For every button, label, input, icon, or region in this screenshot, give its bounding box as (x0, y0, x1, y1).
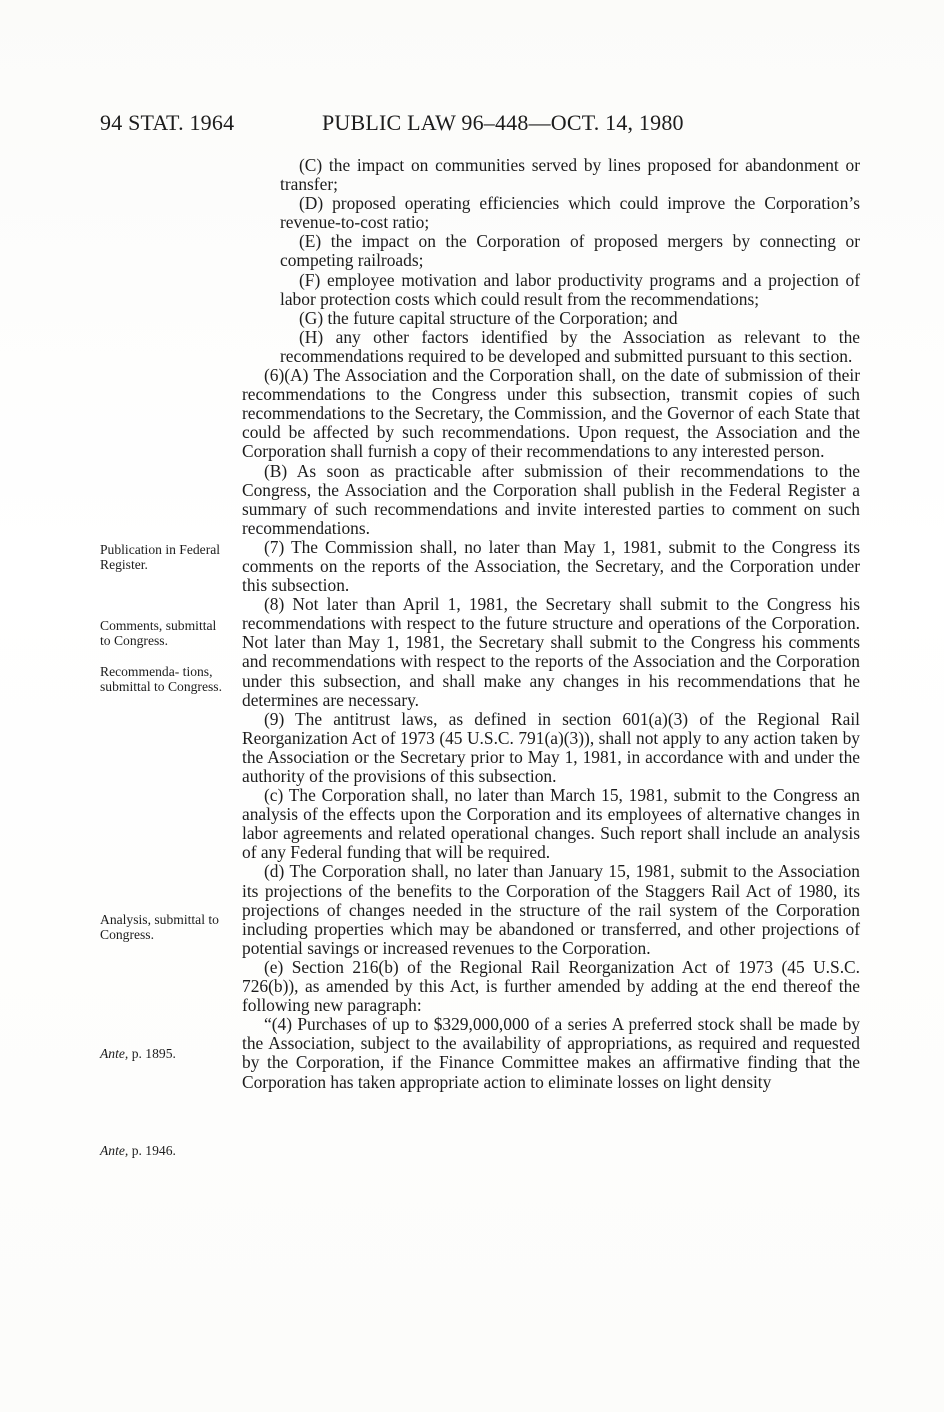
paragraph-8: (8) Not later than April 1, 1981, the Secretary shall submit to the Congress his recommendations with respect to the future structure and operations of the Corporation. Not later than May 1, 1981, the Secretary shall submit to the Congress his comments and recommendations with respect to the reports of the Association and the Corporation under this subsection, and shall make any changes in his recommendations that he determines are necessary. (242, 594, 860, 710)
ante-italic: Ante, (100, 1143, 129, 1158)
subsection-c: (c) The Corporation shall, no later than March 15, 1981, submit to the Congress an analysis of the effects upon the Corporation and its employees of alternative changes in labor agreements and related operational changes. Such report shall include an analysis of any Federal funding that will be required. (242, 785, 860, 863)
paragraph-c: (C) the impact on communities served by lines proposed for abandonment or transfer; (280, 155, 860, 195)
subsection-e: (e) Section 216(b) of the Regional Rail Reorganization Act of 1973 (45 U.S.C. 726(b)), as amended by this Act, is further amended by adding at the end thereof the following new paragraph: (242, 956, 860, 1016)
paragraph-6b: (B) As soon as practicable after submission of their recommendations to the Congress, the Association and the Corporation shall publish in the Federal Register a summary of such recommendations and invite interested parties to comment on such recommendations. (242, 460, 860, 538)
ante-italic: Ante, (100, 1046, 129, 1061)
stat-page-number: 94 STAT. 1964 (100, 110, 235, 135)
margin-note-publication: Publication in Federal Register. (100, 542, 221, 573)
paragraph-h: (H) any other factors identified by the Association as relevant to the recommendations required to be developed and submitted pursuant to this section. (280, 326, 860, 366)
body-text (242, 156, 860, 1092)
quoted-paragraph-4: “(4) Purchases of up to $329,000,000 of a series A preferred stock shall be made by the Association, subject to the availability of appropriations, as required and requested by the Corporation, if the Finance Committee makes an affirmative finding that the Corporation has taken appropriate action to eliminate losses on light density (242, 1014, 860, 1092)
margin-note-comments: Comments, submittal to Congress. (100, 618, 217, 649)
paragraph-g: (G) the future capital structure of the Corporation; and (299, 307, 678, 328)
paragraph-9: (9) The antitrust laws, as defined in section 601(a)(3) of the Regional Rail Reorganization Act of 1973 (45 U.S.C. 791(a)(3)), shall not apply to any action taken by the Association or the Secretary prior to May 1, 1981, in accordance with and under the authority of the provisions of this subsection. (242, 708, 860, 786)
margin-note-ante-1895 (100, 1046, 230, 1061)
ante-page: p. 1895. (128, 1046, 176, 1061)
paragraph-7: (7) The Commission shall, no later than May 1, 1981, submit to the Congress its comments on the reports of the Association, the Secretary, and the Corporation under this subsection. (242, 536, 860, 596)
margin-note-ante-1946 (100, 1143, 230, 1158)
paragraph-d: (D) proposed operating efficiencies which could improve the Corporation’s revenue-to-cost ratio; (280, 193, 860, 233)
running-title: PUBLIC LAW 96–448—OCT. 14, 1980 (322, 110, 684, 135)
ante-page: p. 1946. (128, 1143, 176, 1158)
margin-note-recommendations: Recommenda- tions, submittal to Congress. (100, 664, 222, 695)
margin-note-analysis: Analysis, submittal to Congress. (100, 912, 219, 943)
paragraph-e: (E) the impact on the Corporation of proposed mergers by connecting or competing railroads; (280, 231, 860, 271)
paragraph-6a: (6)(A) The Association and the Corporation shall, on the date of submission of their recommendations to the Congress under this subsection, transmit copies of such recommendations to the Secretary, the Commission, and the Governor of each State that could be affected by such recommendations. Upon request, the Association and the Corporation shall furnish a copy of their recommendations to any interested person. (242, 365, 860, 462)
paragraph-f: (F) employee motivation and labor productivity programs and a projection of labor protection costs which could result from the recommendations; (280, 269, 860, 309)
subsection-d: (d) The Corporation shall, no later than January 15, 1981, submit to the Association its projections of the benefits to the Corporation of the Staggers Rail Act of 1980, its projections of changes needed in the structure of the rail system of the Corporation including properties which may be abandoned or transferred, and other projections of potential savings or increased revenues to the Corporation. (242, 861, 860, 958)
